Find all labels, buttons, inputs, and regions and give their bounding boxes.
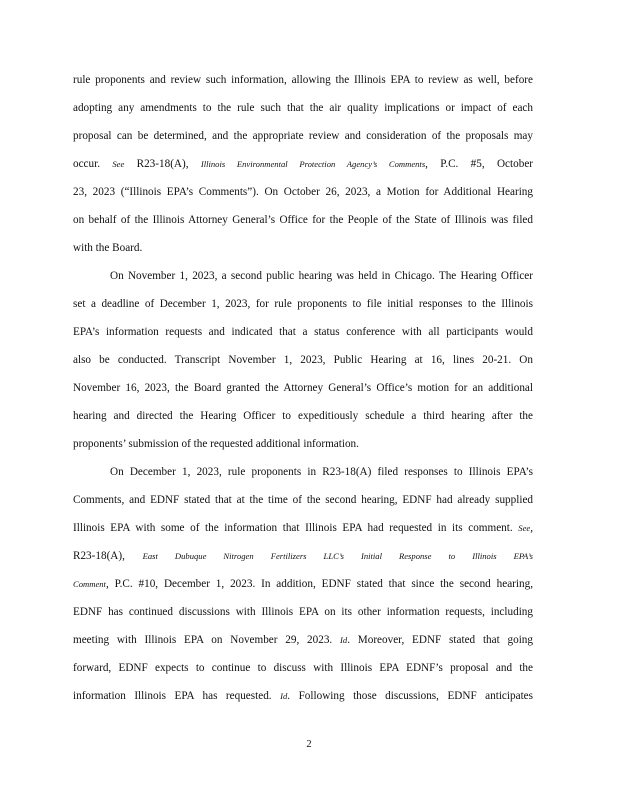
body-line-4: occur. See R23-18(A), Illinois Environmental Protection Agency’s Comments, P.C. #5, October bbox=[73, 158, 534, 170]
citation-signal: See bbox=[112, 159, 125, 169]
body-line-6: on behalf of the Illinois Attorney General’s Office for the People of the State of Illinois was filed bbox=[73, 214, 533, 226]
body-line-19: Comment, P.C. #10, December 1, 2023. In addition, EDNF stated that since the second hearing, bbox=[73, 578, 533, 590]
body-line-12: November 16, 2023, the Board granted the Attorney General’s Office’s motion for an additional bbox=[73, 382, 533, 394]
cited-document-title: Illinois Environmental Protection Agency’s Comments bbox=[200, 159, 426, 169]
body-line-20: EDNF has continued discussions with Illinois EPA on its other information requests, including bbox=[73, 606, 533, 618]
citation-signal: Id bbox=[280, 691, 288, 701]
body-line-16: Comments, and EDNF stated that at the time of the second hearing, EDNF had already supplied bbox=[73, 494, 533, 506]
body-line-15: On December 1, 2023, rule proponents in R23-18(A) filed responses to Illinois EPA’s bbox=[110, 466, 533, 478]
body-line-9: set a deadline of December 1, 2023, for rule proponents to file initial responses to the Illinois bbox=[73, 298, 533, 310]
body-line-3: proposal can be determined, and the appropriate review and consideration of the proposals may bbox=[73, 130, 533, 142]
body-line-1: rule proponents and review such information, allowing the Illinois EPA to review as well, before bbox=[73, 74, 533, 86]
citation-signal: Id bbox=[340, 635, 348, 645]
body-line-17: Illinois EPA with some of the information that Illinois EPA had requested in its comment. See, bbox=[73, 522, 533, 534]
body-line-8: On November 1, 2023, a second public hearing was held in Chicago. The Hearing Officer bbox=[110, 270, 533, 282]
cited-document-title: Comment bbox=[73, 579, 106, 589]
body-line-7: with the Board. bbox=[73, 242, 143, 254]
citation-signal: See bbox=[518, 523, 531, 533]
body-line-23: information Illinois EPA has requested. Id. Following those discussions, EDNF anticipates bbox=[73, 690, 533, 702]
page-number: 2 bbox=[306, 739, 312, 750]
body-line-14: proponents’ submission of the requested additional information. bbox=[73, 438, 359, 450]
body-line-18: R23-18(A), East Dubuque Nitrogen Fertilizers LLC’s Initial Response to Illinois EPA’s bbox=[73, 550, 534, 562]
body-line-11: also be conducted. Transcript November 1, 2023, Public Hearing at 16, lines 20-21. On bbox=[73, 354, 533, 366]
cited-document-title: East Dubuque Nitrogen Fertilizers LLC’s Initial Response to Illinois EPA’s bbox=[142, 551, 534, 561]
body-line-10: EPA’s information requests and indicated that a status conference with all participants would bbox=[73, 326, 533, 338]
body-line-2: adopting any amendments to the rule such that the air quality implications or impact of each bbox=[73, 102, 533, 114]
body-line-22: forward, EDNF expects to continue to discuss with Illinois EPA EDNF’s proposal and the bbox=[73, 662, 533, 674]
body-line-5: 23, 2023 (“Illinois EPA’s Comments”). On October 26, 2023, a Motion for Additional Hearing bbox=[73, 186, 533, 198]
body-line-21: meeting with Illinois EPA on November 29, 2023. Id. Moreover, EDNF stated that going bbox=[73, 634, 533, 646]
body-line-13: hearing and directed the Hearing Officer to expeditiously schedule a third hearing after the bbox=[73, 410, 533, 422]
